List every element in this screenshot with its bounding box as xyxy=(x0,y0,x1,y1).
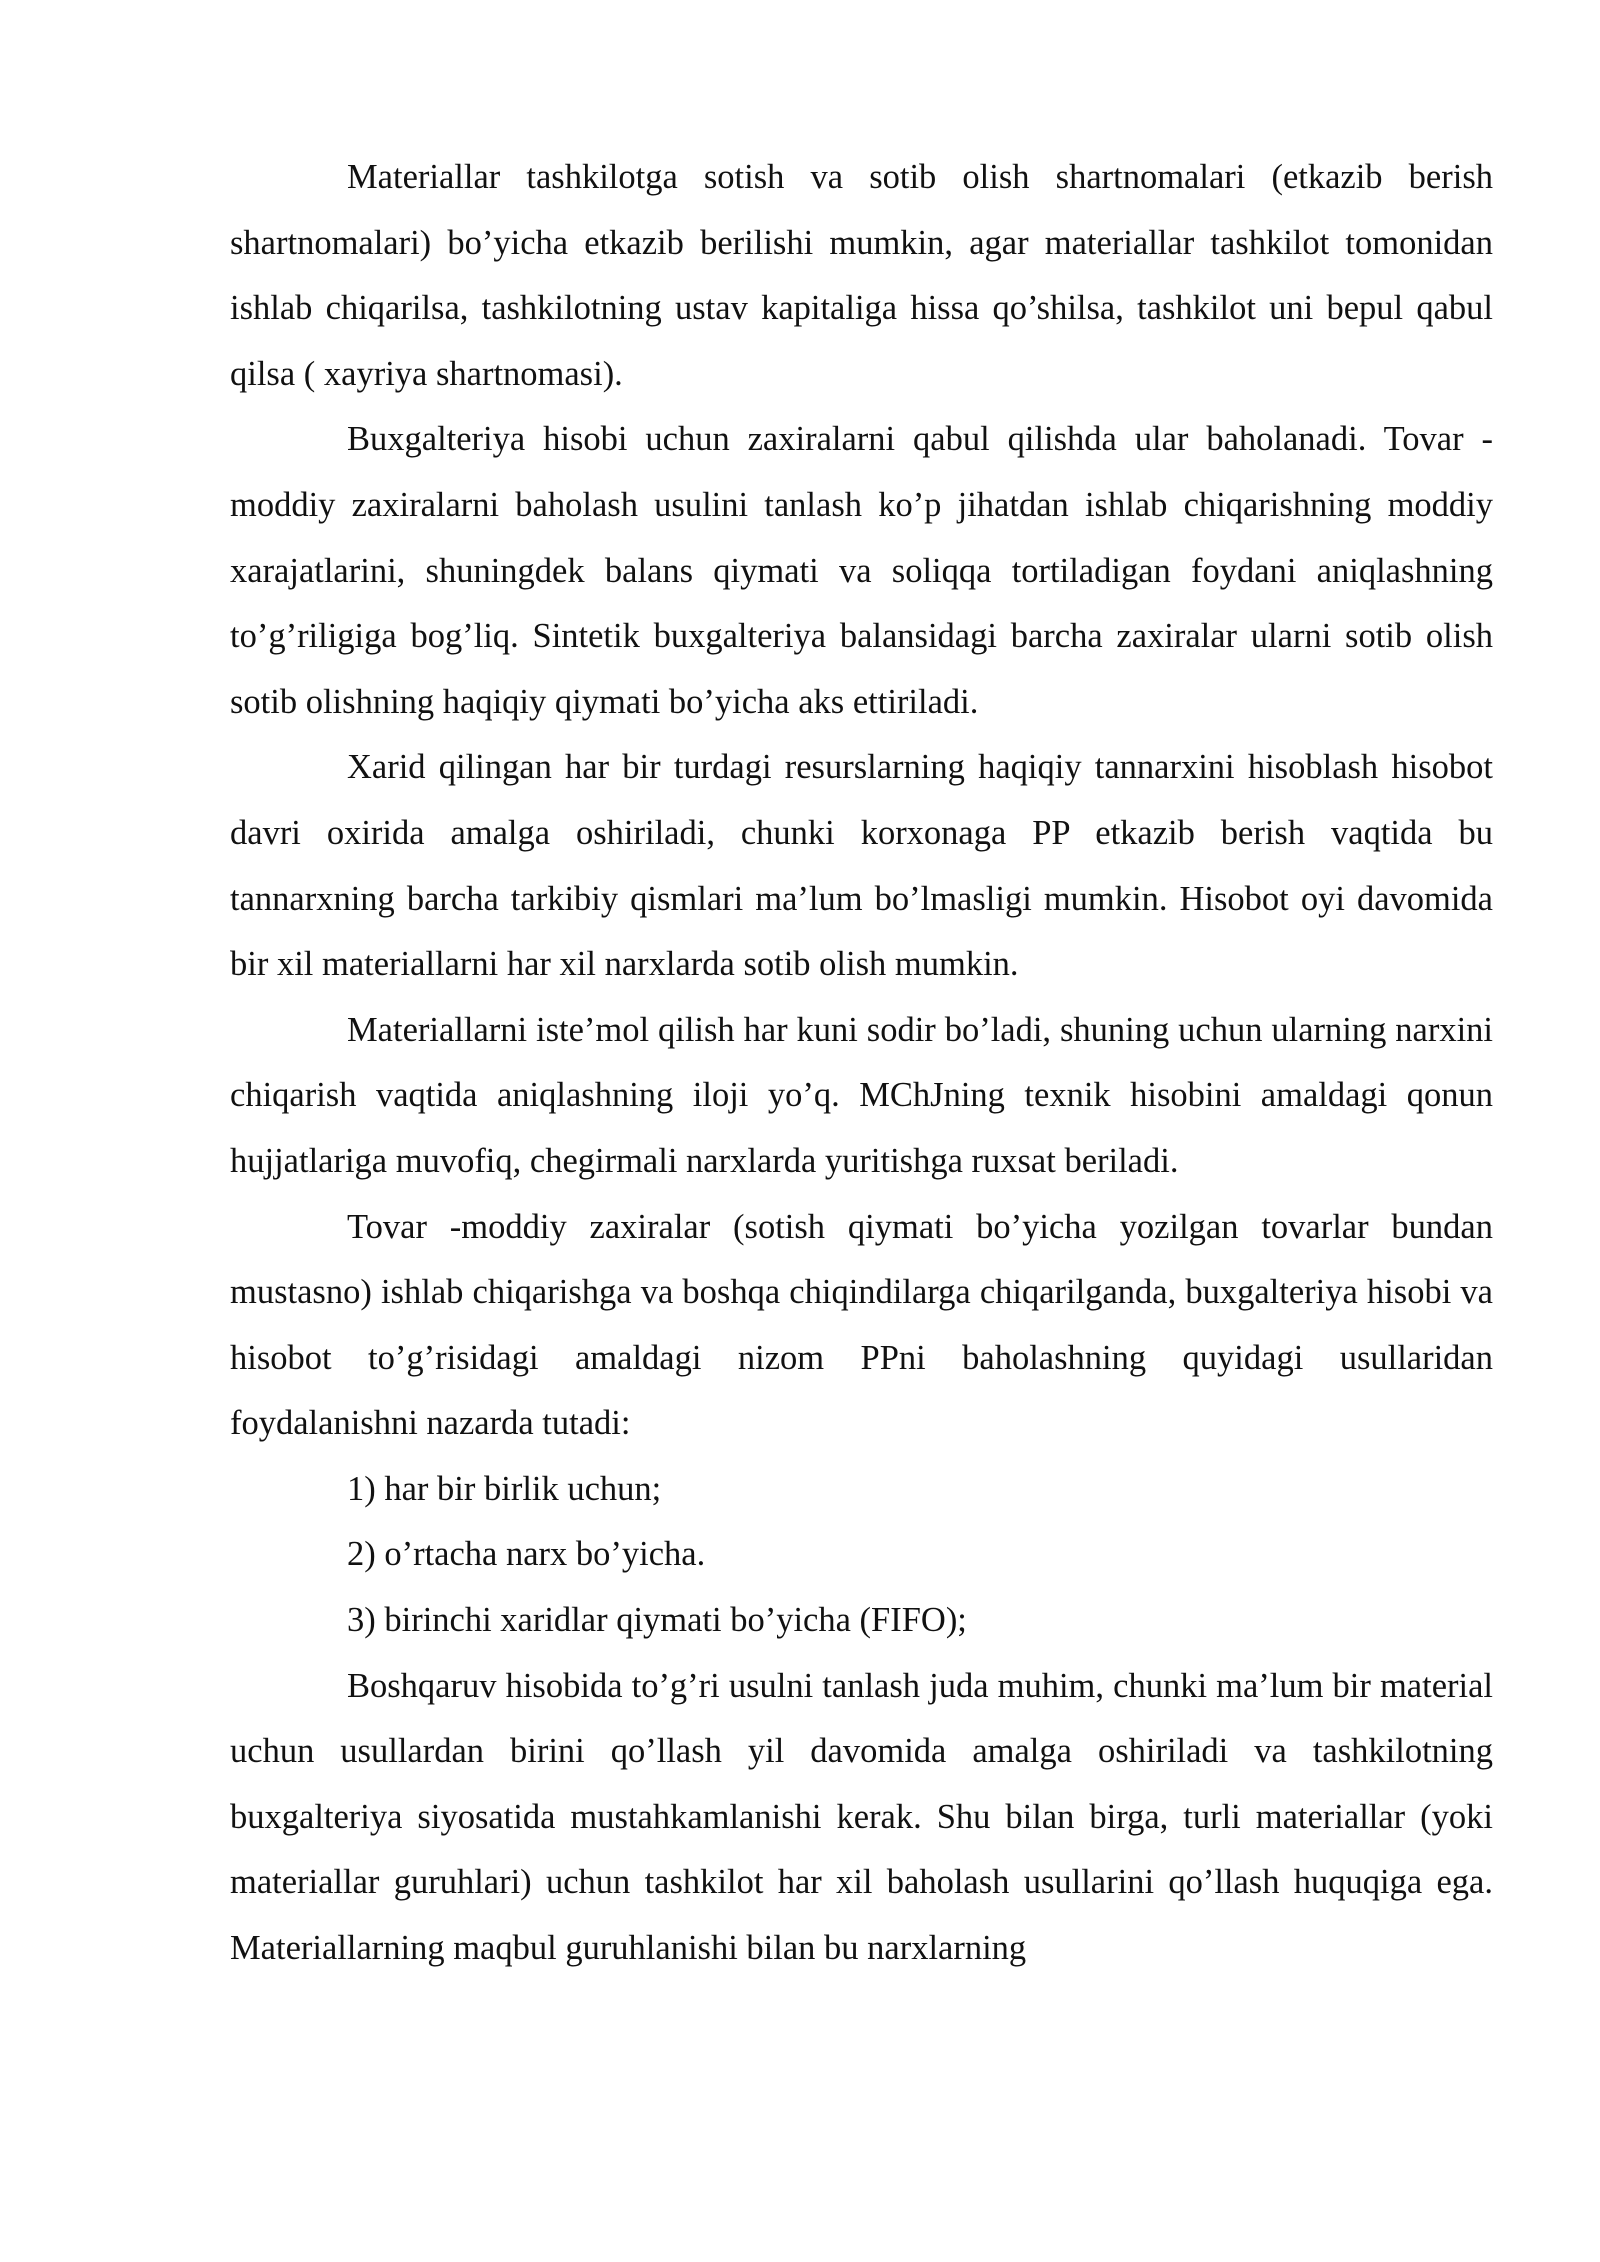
paragraph-material-supply: Materiallar tashkilotga sotish va sotib olish shartnomalari (etkazib berish shartnomalari) bo’yicha etkazib berilishi mumkin, agar materiallar tashkilot tomonidan ishlab chiqarilsa, tashkilotning ustav kapitaliga hissa qo’shilsa, tashkilot uni bepul qabul qilsa ( xayriya shartnomasi). xyxy=(230,158,1493,393)
paragraph-management-accounting: Boshqaruv hisobida to’g’ri usulni tanlash juda muhim, chunki ma’lum bir material uchun usullardan birini qo’llash yil davomida amalga oshiriladi va tashkilotning buxgalteriya siyosatida mustahkamlanishi kerak. Shu bilan birga, turli materiallar (yoki materiallar guruhlari) uchun tashkilot har xil baholash usullarini qo’llash huquqiga ega. Materiallarning maqbul guruhlanishi bilan bu narxlarning xyxy=(230,1666,1493,1968)
paragraph-actual-cost: Xarid qilingan har bir turdagi resurslarning haqiqiy tannarxini hisoblash hisobot davri oxirida amalga oshiriladi, chunki korxonaga PP etkazib berish vaqtida bu tannarxning barcha tarkibiy qismlari ma’lum bo’lmasligi mumkin. Hisobot oyi davomida bir xil materiallarni har xil narxlarda sotib olish mumkin. xyxy=(230,748,1493,984)
document-body xyxy=(230,145,1493,1982)
list-item-fifo: 3) birinchi xaridlar qiymati bo’yicha (FIFO); xyxy=(347,1601,967,1640)
list-item-average-price: 2) o’rtacha narx bo’yicha. xyxy=(347,1535,706,1574)
list-item-per-unit: 1) har bir birlik uchun; xyxy=(347,1469,662,1508)
paragraph-inventory-valuation: Buxgalteriya hisobi uchun zaxiralarni qabul qilishda ular baholanadi. Tovar -moddiy zaxiralarni baholash usulini tanlash ko’p jihatdan ishlab chiqarishning moddiy xarajatlarini, shuningdek balans qiymati va soliqqa tortiladigan foydani aniqlashning to’g’riligiga bog’liq. Sintetik buxgalteriya balansidagi barcha zaxiralar ularni sotib olish sotib olishning haqiqiy qiymati bo’yicha aks ettiriladi. xyxy=(230,420,1493,721)
paragraph-valuation-methods: Tovar -moddiy zaxiralar (sotish qiymati bo’yicha yozilgan tovarlar bundan mustasno) ishlab chiqarishga va boshqa chiqindilarga chiqarilganda, buxgalteriya hisobi va hisobot to’g’risidagi amaldagi nizom PPni baholashning quyidagi usullaridan foydalanishni nazarda tutadi: xyxy=(230,1207,1493,1443)
paragraph-material-consumption: Materiallarni iste’mol qilish har kuni sodir bo’ladi, shuning uchun ularning narxini chiqarish vaqtida aniqlashning iloji yo’q. MChJning texnik hisobini amaldagi qonun hujjatlariga muvofiq, chegirmali narxlarda yuritishga ruxsat beriladi. xyxy=(230,1010,1493,1180)
